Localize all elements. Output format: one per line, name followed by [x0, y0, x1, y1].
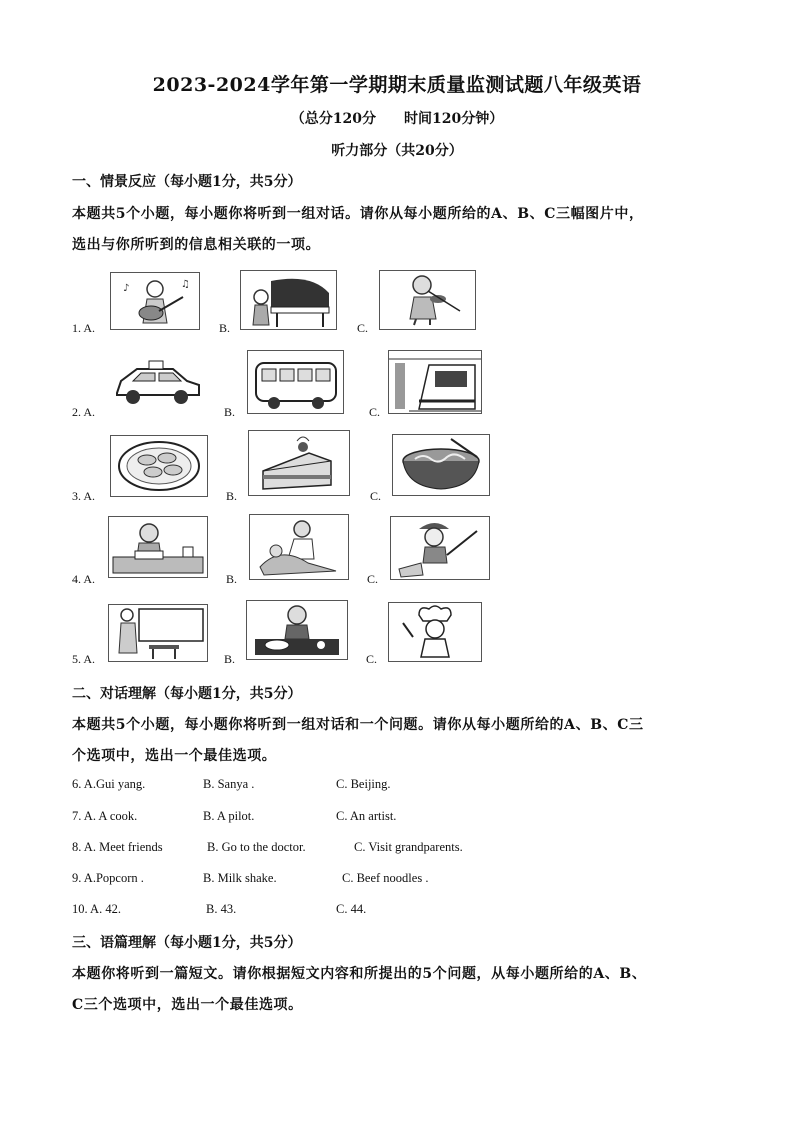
q4-label: 4. A.: [72, 572, 96, 586]
q8-option-c: C. Visit grandparents.: [354, 840, 463, 854]
q4-option-b-label: B.: [226, 572, 238, 586]
section3-instruction-line1: 本题你将听到一篇短文。请你根据短文内容和所提出的5个问题，从每小题所给的A、B、: [72, 966, 647, 982]
q6-option-b: B. Sanya .: [203, 777, 255, 791]
subway-train-picture: [388, 350, 482, 414]
q4-option-c-label: C.: [367, 572, 379, 586]
section1-instruction-line1: 本题共5个小题，每小题你将听到一组对话。请你从每小题所给的A、B、C三幅图片中，: [72, 206, 644, 222]
q5-option-c-label: C.: [366, 652, 378, 666]
bus-picture: [247, 350, 344, 414]
score-time-line: （总分120分 时间120分钟）: [290, 111, 504, 127]
guitar-player-picture: [110, 272, 200, 330]
q6-option-a: 6. A.Gui yang.: [72, 777, 146, 791]
q5-label: 5. A.: [72, 652, 96, 666]
q5-option-b-label: B.: [224, 652, 236, 666]
q2-option-c-label: C.: [369, 405, 381, 419]
q2-label: 2. A.: [72, 405, 96, 419]
q10-option-b: B. 43.: [206, 902, 237, 916]
girl-reading-picture: [108, 516, 208, 578]
listening-header: 听力部分（共20分）: [331, 143, 463, 159]
section3-instruction-line2: C三个选项中，选出一个最佳选项。: [72, 997, 303, 1013]
section1-heading: 一、情景反应（每小题1分，共5分）: [72, 174, 302, 190]
q10-option-a: 10. A. 42.: [72, 902, 121, 916]
q7-option-c: C. An artist.: [336, 809, 397, 823]
section2-instruction-line1: 本题共5个小题，每小题你将听到一组对话和一个问题。请你从每小题所给的A、B、C三: [72, 717, 644, 733]
q1-option-c-label: C.: [357, 321, 369, 335]
chef-picture: [388, 602, 482, 662]
doctor-patient-picture: [249, 514, 349, 580]
q1-label: 1. A.: [72, 321, 96, 335]
q3-option-c-label: C.: [370, 489, 382, 503]
section2-instruction-line2: 个选项中，选出一个最佳选项。: [72, 748, 277, 764]
girl-sweeping-picture: [390, 516, 490, 580]
piano-player-picture: [240, 270, 337, 330]
q2-option-b-label: B.: [224, 405, 236, 419]
svg-text:♫: ♫: [181, 279, 190, 290]
q9-option-a: 9. A.Popcorn .: [72, 871, 144, 885]
dj-picture: [246, 600, 348, 660]
q3-option-b-label: B.: [226, 489, 238, 503]
q8-option-a: 8. A. Meet friends: [72, 840, 163, 854]
teacher-picture: [108, 604, 208, 662]
section1-instruction-line2: 选出与你所听到的信息相关联的一项。: [72, 237, 321, 253]
violin-player-picture: [379, 270, 476, 330]
exam-title: 2023-2024学年第一学期期末质量监测试题八年级英语: [152, 74, 642, 96]
q3-label: 3. A.: [72, 489, 96, 503]
q10-option-c: C. 44.: [336, 902, 367, 916]
svg-text:♪: ♪: [123, 283, 130, 294]
section3-heading: 三、语篇理解（每小题1分，共5分）: [72, 935, 302, 951]
cake-picture: [248, 430, 350, 496]
q1-option-b-label: B.: [219, 321, 231, 335]
q9-option-b: B. Milk shake.: [203, 871, 277, 885]
taxi-picture: [110, 352, 204, 412]
dumplings-picture: [110, 435, 208, 497]
q7-option-b: B. A pilot.: [203, 809, 255, 823]
q6-option-c: C. Beijing.: [336, 777, 391, 791]
noodles-picture: [392, 434, 490, 496]
q7-option-a: 7. A. A cook.: [72, 809, 138, 823]
q9-option-c: C. Beef noodles .: [342, 871, 429, 885]
q8-option-b: B. Go to the doctor.: [207, 840, 306, 854]
section2-heading: 二、对话理解（每小题1分，共5分）: [72, 686, 302, 702]
